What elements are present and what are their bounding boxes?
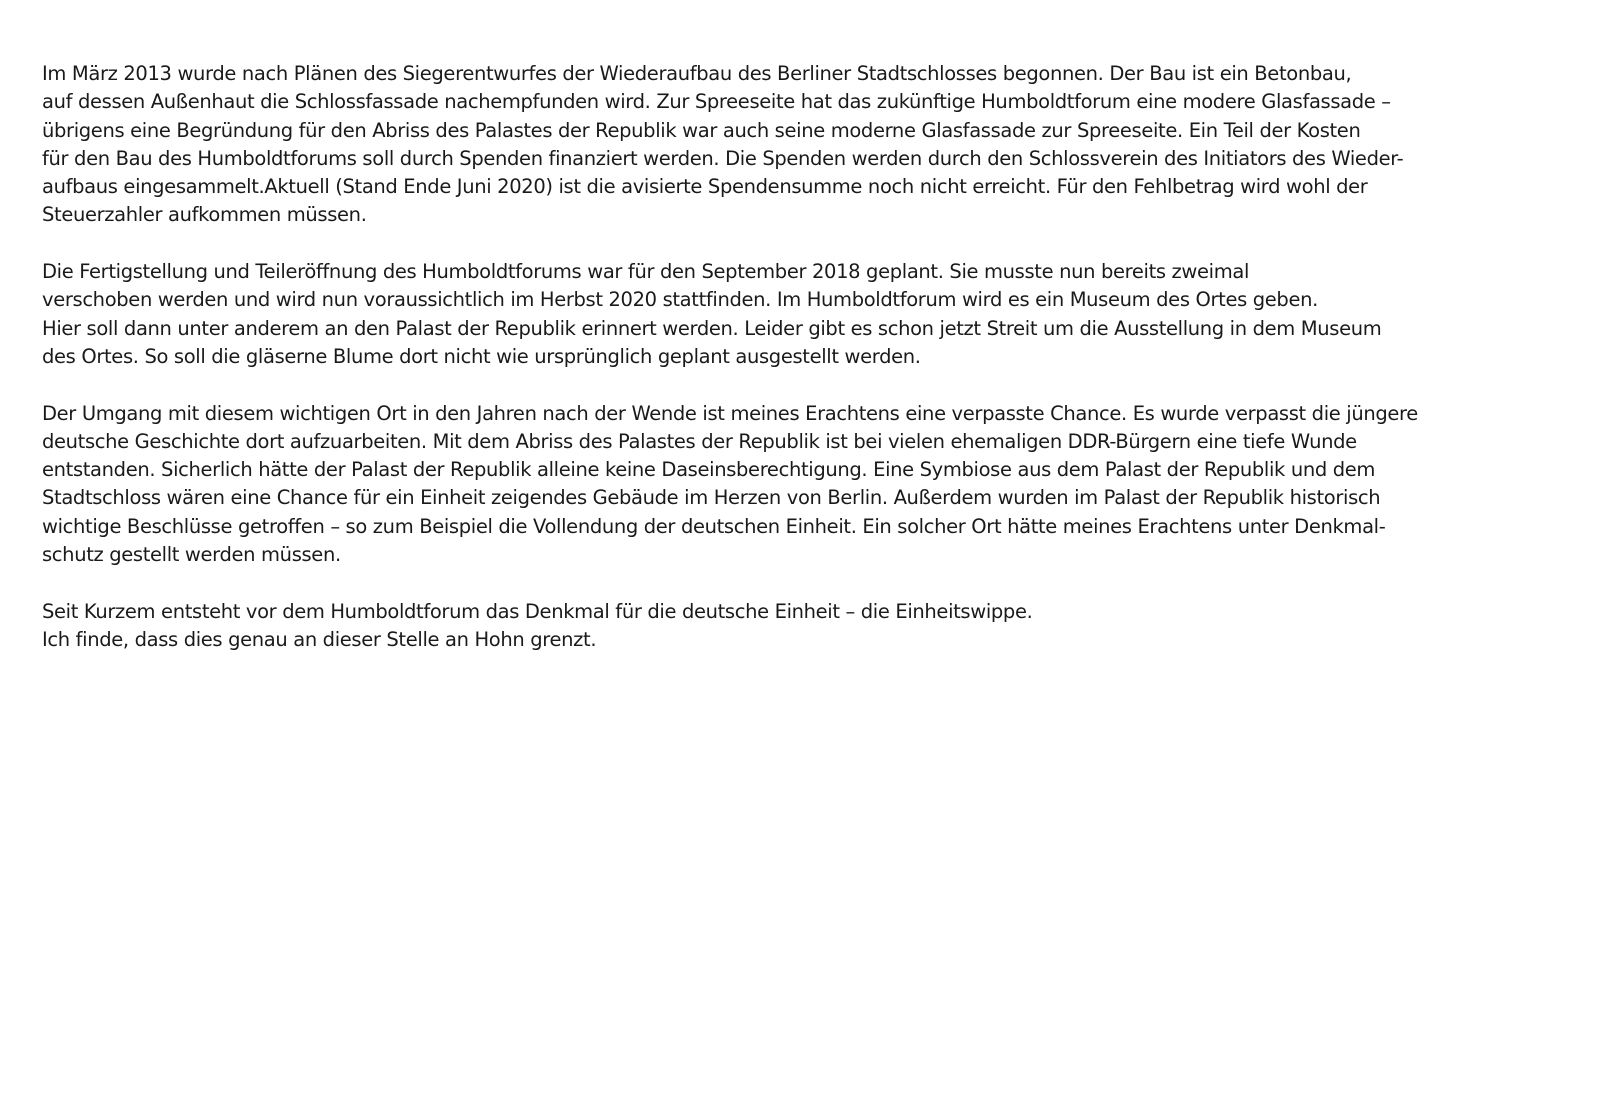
text-line: entstanden. Sicherlich hätte der Palast der Republik alleine keine Daseinsberechtigung. Eine Symbiose aus dem Palast der Republik und dem [42,458,1376,482]
paragraph-1 [42,60,1582,230]
text-line: Die Fertigstellung und Teileröffnung des Humboldtforums war für den September 2018 geplant. Sie musste nun bereits zweimal [42,260,1250,284]
text-line: übrigens eine Begründung für den Abriss des Palastes der Republik war auch seine moderne Glasfassade zur Spreeseite. Ein Teil der Kosten [42,118,1361,142]
text-line: auf dessen Außenhaut die Schlossfassade nachempfunden wird. Zur Spreeseite hat das zukünftige Humboldtforum eine modere Glasfassade – [42,90,1391,114]
text-line: des Ortes. So soll die gläserne Blume dort nicht wie ursprünglich geplant ausgestellt werden. [42,344,921,368]
text-line: Ich finde, dass dies genau an dieser Stelle an Hohn grenzt. [42,627,597,651]
text-line: Seit Kurzem entsteht vor dem Humboldtforum das Denkmal für die deutsche Einheit – die Einheitswippe. [42,599,1033,623]
paragraph-2 [42,258,1582,371]
paragraph-4 [42,598,1582,655]
text-line: deutsche Geschichte dort aufzuarbeiten. Mit dem Abriss des Palastes der Republik ist bei vielen ehemaligen DDR-Bürgern eine tiefe Wunde [42,429,1357,453]
text-line: wichtige Beschlüsse getroffen – so zum Beispiel die Vollendung der deutschen Einheit. Ein solcher Ort hätte meines Erachtens unter Denkmal- [42,514,1386,538]
document-page [42,60,1582,683]
text-line: Stadtschloss wären eine Chance für ein Einheit zeigendes Gebäude im Herzen von Berlin. Außerdem wurden im Palast der Republik historisch [42,486,1381,510]
text-line: Hier soll dann unter anderem an den Palast der Republik erinnert werden. Leider gibt es schon jetzt Streit um die Ausstellung in dem Museum [42,316,1382,340]
paragraph-3 [42,400,1582,570]
text-line: verschoben werden und wird nun voraussichtlich im Herbst 2020 stattfinden. Im Humboldtforum wird es ein Museum des Ortes geben. [42,288,1318,312]
text-line: aufbaus eingesammelt.Aktuell (Stand Ende Juni 2020) ist die avisierte Spendensumme noch nicht erreicht. Für den Fehlbetrag wird wohl der [42,175,1368,199]
text-line: Steuerzahler aufkommen müssen. [42,203,367,227]
text-line: Im März 2013 wurde nach Plänen des Siegerentwurfes der Wiederaufbau des Berliner Stadtschlosses begonnen. Der Bau ist ein Betonbau, [42,62,1352,85]
text-line: Der Umgang mit diesem wichtigen Ort in den Jahren nach der Wende ist meines Erachtens eine verpasste Chance. Es wurde verpasst die jüngere [42,401,1418,425]
text-line: für den Bau des Humboldtforums soll durch Spenden finanziert werden. Die Spenden werden durch den Schlossverein des Initiators des Wieder- [42,146,1404,170]
text-line: schutz gestellt werden müssen. [42,543,341,567]
